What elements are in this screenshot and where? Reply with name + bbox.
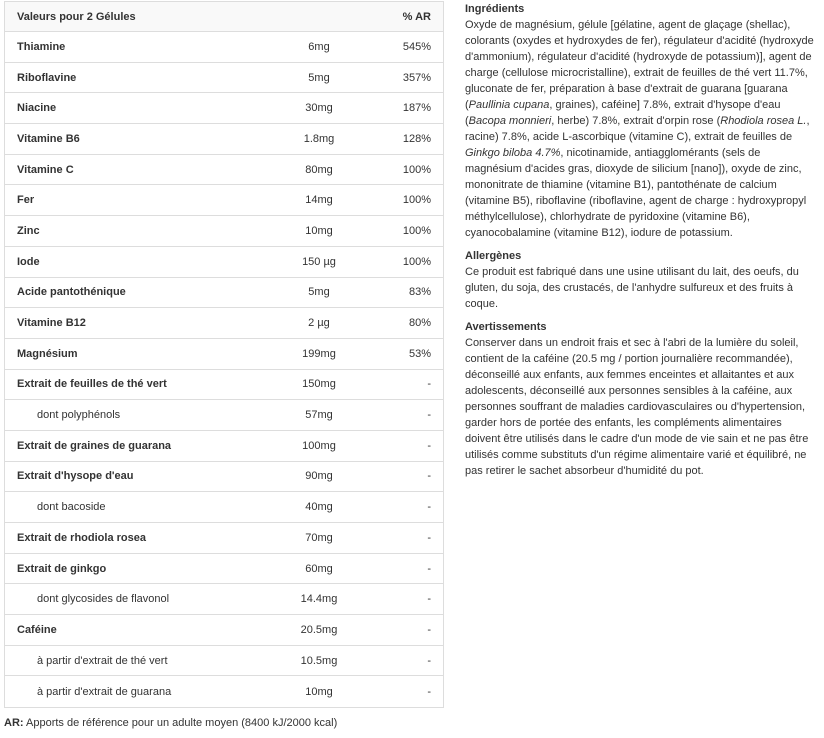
header-name: Valeurs pour 2 Gélules — [17, 10, 136, 23]
footnote-label: AR: — [4, 717, 24, 729]
table-header — [5, 2, 443, 32]
nutrient-name: Vitamine C — [17, 163, 74, 176]
table-row — [5, 431, 443, 462]
nutrient-ar: 357% — [402, 71, 431, 84]
nutrient-ar: - — [427, 685, 431, 698]
ingredient-text-part: , herbe) 7.8%, extrait d'orpin rose ( — [551, 115, 721, 127]
table-row — [5, 155, 443, 186]
table-row — [5, 63, 443, 94]
ingredient-latin-name: Paullinia cupana — [468, 99, 550, 111]
nutrient-ar: 100% — [402, 194, 431, 207]
nutrient-ar: 83% — [408, 286, 431, 299]
nutrient-amount: 2 µg — [308, 317, 330, 330]
nutrient-name: Magnésium — [17, 347, 78, 360]
nutrient-amount: 6mg — [308, 40, 330, 53]
nutrient-ar: 128% — [402, 132, 431, 145]
table-row — [5, 216, 443, 247]
table-row — [5, 339, 443, 370]
ingredients-title: Ingrédients — [465, 3, 525, 15]
table-row — [5, 124, 443, 155]
nutrient-ar: 53% — [408, 347, 431, 360]
nutrient-name: Extrait d'hysope d'eau — [17, 470, 134, 483]
nutrient-ar: - — [427, 623, 431, 636]
nutrient-ar: - — [427, 531, 431, 544]
nutrient-amount: 80mg — [305, 163, 333, 176]
table-row — [5, 676, 443, 707]
nutrient-amount: 90mg — [305, 470, 333, 483]
nutrient-amount: 60mg — [305, 562, 333, 575]
nutrient-ar: 100% — [402, 163, 431, 176]
nutrient-name: Riboflavine — [17, 71, 77, 84]
table-row — [5, 584, 443, 615]
nutrient-ar: 100% — [402, 224, 431, 237]
avertissements-text: Conserver dans un endroit frais et sec à l'abri de la lumière du soleil, contient de la caféine (20.5 mg / portion journalière recommandée), déconseillé aux enfants, aux femmes enceintes et allaitantes et aux adolescents, déconseillé aux personnes sensibles à la caféine, aux personnes souffrant de maladies cardiovasculaires ou d'hypertension, garder hors de portée des enfants, les compléments alimentaires doivent être utilisés dans le cadre d'un mode de vie sain et ne pas être utilisés comme substituts d'un régime alimentaire varié et équilibré, ne pas retirer le sachet absorbeur d'humidité du pot. — [465, 337, 809, 477]
nutrient-ar: - — [427, 501, 431, 514]
nutrient-name: dont glycosides de flavonol — [37, 593, 170, 606]
nutrient-name: Zinc — [17, 224, 40, 237]
nutrient-ar: - — [427, 439, 431, 452]
table-row — [5, 32, 443, 63]
nutrient-name: Iode — [17, 255, 40, 268]
nutrient-ar: 545% — [402, 40, 431, 53]
nutrient-ar: - — [427, 470, 431, 483]
ingredient-text-part: Oxyde de magnésium, gélule [gélatine, agent de glaçage (shellac), colorants (oxydes et hydroxydes de fer), régulateur d'acidité (hydroxyde d'ammonium), régulateur d'acidité (hydroxyde de potassium)], agent de charge (cellulose microcristalline), extrait de feuilles de thé vert 11.7%, gluconate de fer, préparation à base d'extrait de guarana [guarana ( — [465, 19, 814, 111]
nutrient-amount: 20.5mg — [300, 623, 338, 636]
table-row — [5, 278, 443, 309]
nutrient-ar: 100% — [402, 255, 431, 268]
table-row — [5, 370, 443, 401]
ingredient-latin-name: Bacopa monnieri — [468, 115, 552, 127]
nutrient-ar: - — [427, 409, 431, 422]
table-row — [5, 523, 443, 554]
nutrient-amount: 150 µg — [302, 255, 336, 268]
nutrient-ar: - — [427, 593, 431, 606]
nutrient-amount: 5mg — [308, 71, 330, 84]
table-row — [5, 247, 443, 278]
nutrient-name: Thiamine — [17, 40, 66, 53]
nutrient-ar: 80% — [408, 317, 431, 330]
nutrient-name: Fer — [17, 194, 35, 207]
nutrient-name: Caféine — [17, 623, 57, 636]
nutrient-amount: 70mg — [305, 531, 333, 544]
info-panel — [465, 1, 820, 486]
table-row — [5, 492, 443, 523]
ingredient-latin-name: Rhodiola rosea L. — [720, 115, 807, 127]
nutrient-name: Extrait de graines de guarana — [17, 439, 172, 452]
table-row — [5, 462, 443, 493]
nutrient-amount: 14mg — [305, 194, 333, 207]
nutrient-amount: 14.4mg — [300, 593, 338, 606]
table-row — [5, 93, 443, 124]
table-row — [5, 646, 443, 677]
table-body — [5, 32, 443, 707]
nutrient-amount: 199mg — [302, 347, 336, 360]
nutrient-name: à partir d'extrait de guarana — [37, 685, 172, 698]
nutrient-name: Extrait de ginkgo — [17, 562, 107, 575]
ingredient-text-part: , racine) 7.8%, acide L-ascorbique (vitamine C), extrait de feuilles de — [465, 115, 810, 143]
nutrient-name: Vitamine B12 — [17, 317, 86, 330]
nutrient-name: Acide pantothénique — [17, 286, 126, 299]
nutrient-amount: 10mg — [305, 685, 333, 698]
table-row — [5, 400, 443, 431]
nutrient-amount: 10mg — [305, 224, 333, 237]
nutrient-amount: 100mg — [302, 439, 336, 452]
nutrient-ar: 187% — [402, 102, 431, 115]
table-row — [5, 308, 443, 339]
nutrient-amount: 10.5mg — [300, 654, 338, 667]
table-row — [5, 185, 443, 216]
allergenes-title: Allergènes — [465, 250, 522, 262]
avertissements-title: Avertissements — [465, 321, 547, 333]
nutrient-ar: - — [427, 378, 431, 391]
nutrient-name: Niacine — [17, 102, 57, 115]
nutrient-name: à partir d'extrait de thé vert — [37, 654, 168, 667]
nutrition-table — [4, 1, 444, 708]
ingredients-text — [465, 17, 820, 241]
nutrient-name: Extrait de rhodiola rosea — [17, 531, 146, 544]
ingredient-latin-name: Ginkgo biloba 4.7% — [465, 147, 561, 159]
header-ar: % AR — [402, 10, 431, 23]
nutrient-amount: 30mg — [305, 102, 333, 115]
footnote — [4, 717, 337, 729]
table-row — [5, 615, 443, 646]
nutrient-amount: 5mg — [308, 286, 330, 299]
table-row — [5, 554, 443, 585]
allergenes-text: Ce produit est fabriqué dans une usine utilisant du lait, des oeufs, du gluten, du soja, des crustacés, de l'anhydre sulfureux et des fruits à coque. — [465, 266, 799, 310]
nutrient-amount: 150mg — [302, 378, 336, 391]
ingredient-text-part: , nicotinamide, antiagglomérants (sels de magnésium d'acides gras, dioxyde de silicium [nano]), oxyde de zinc, mononitrate de thiamine (vitamine B1), pantothénate de calcium (vitamine B5), riboflavine (riboflavine, agent de charge : hydroxypropyl méthylcellulose), chlorhydrate de pyridoxine (vitamine B6), cyanocobalamine (vitamine B12), iodure de potassium. — [465, 147, 807, 239]
nutrient-name: dont bacoside — [37, 501, 106, 514]
nutrient-amount: 40mg — [305, 501, 333, 514]
nutrient-name: dont polyphénols — [37, 409, 121, 422]
nutrient-name: Vitamine B6 — [17, 132, 80, 145]
nutrient-name: Extrait de feuilles de thé vert — [17, 378, 167, 391]
ingredient-text-part: , graines), caféine] 7.8%, extrait d'hysope d'eau ( — [465, 99, 781, 127]
nutrient-ar: - — [427, 654, 431, 667]
nutrient-amount: 57mg — [305, 409, 333, 422]
footnote-text: Apports de référence pour un adulte moyen (8400 kJ/2000 kcal) — [23, 717, 338, 729]
nutrient-amount: 1.8mg — [303, 132, 335, 145]
nutrient-ar: - — [427, 562, 431, 575]
